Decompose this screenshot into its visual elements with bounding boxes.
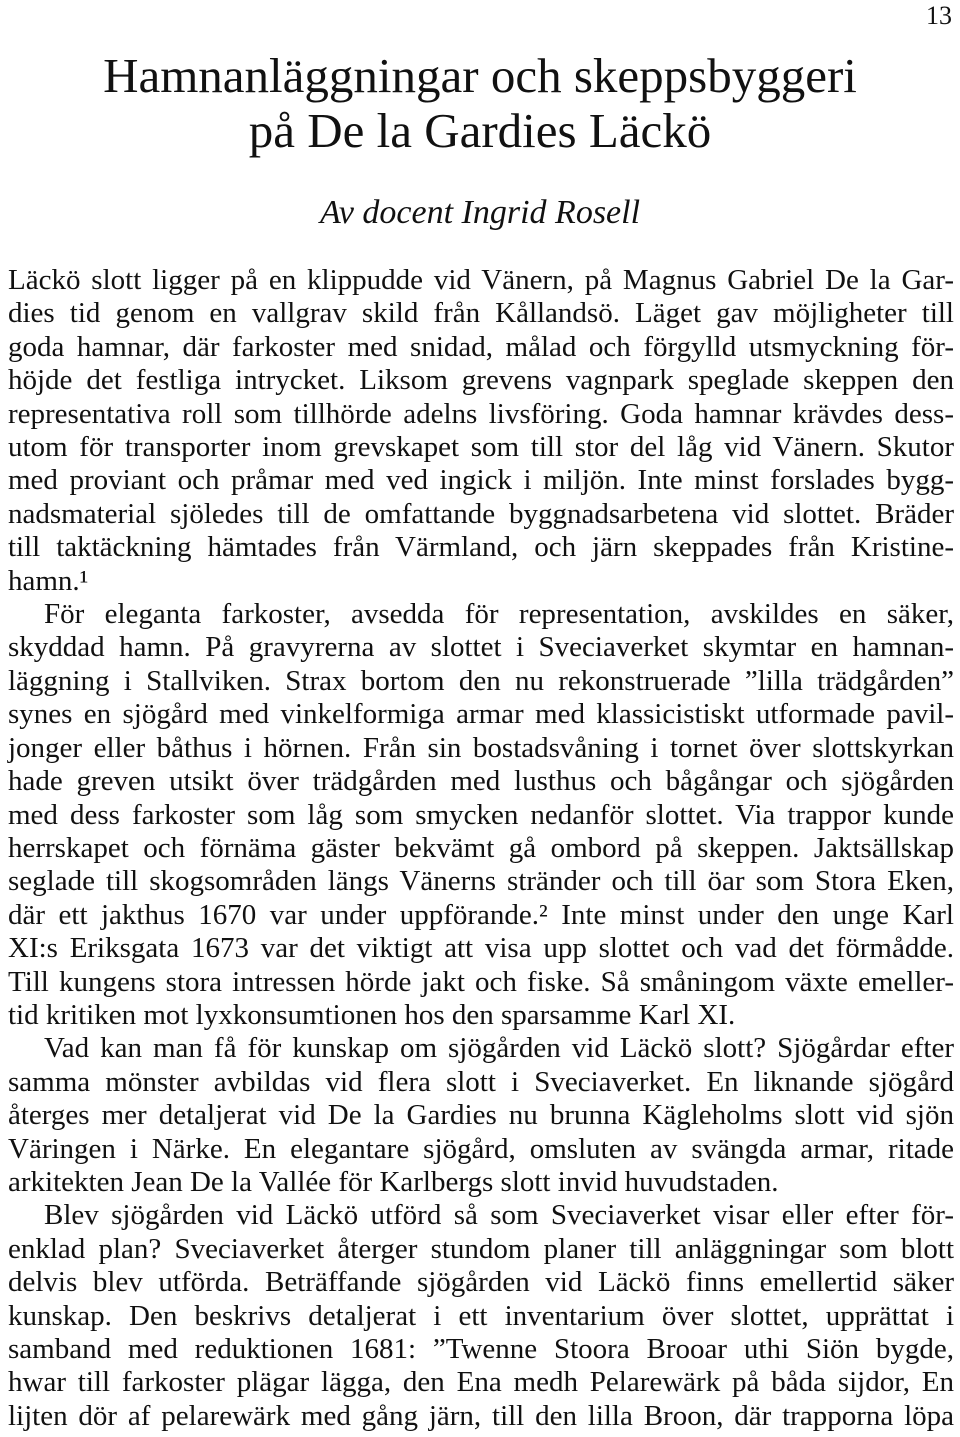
text-line: lijten dör af pelarewärk med gång järn, till den lilla Broon, där trapporna löpa <box>8 1399 954 1432</box>
text-line: med proviant och pråmar med ved ingick i miljön. Inte minst forslades bygg- <box>8 464 954 497</box>
text-line: Till kungens stora intressen hörde jakt och fiske. Så småningom växte emeller- <box>8 965 954 998</box>
text-line: XI:s Eriksgata 1673 var det viktigt att visa upp slottet och vad det förmådde. <box>8 932 954 965</box>
article-body <box>8 264 954 1433</box>
text-line: läggning i Stallviken. Strax bortom den nu rekonstruerade ”lilla trädgården” <box>8 664 954 697</box>
article-title-line: på De la Gardies Läckö <box>248 103 712 158</box>
text-line: enklad plan? Sveciaverket återger stundom planer till anläggningar som blott <box>8 1232 954 1265</box>
paragraph <box>8 598 954 1032</box>
text-line: arkitekten Jean De la Vallée för Karlbergs slott invid huvudstaden. <box>8 1165 779 1198</box>
text-line: höjde det festliga intrycket. Liksom grevens vagnpark speglade skeppen den <box>8 364 954 397</box>
text-line: återges mer detaljerat vid De la Gardies nu brunna Kägleholms slott vid sjön <box>8 1099 954 1132</box>
byline: Av docent Ingrid Rosell <box>319 194 641 231</box>
article-title <box>0 48 960 158</box>
text-line: synes en sjögård med vinkelformiga armar med klassicistiskt utformade pavil- <box>8 698 954 731</box>
text-line: utom för transporter inom grevskapet som till stor del låg vid Vänern. Skutor <box>8 431 954 464</box>
text-line: hamn.¹ <box>8 564 89 597</box>
page-number: 13 <box>926 1 952 30</box>
text-line: hwar till farkoster plägar lägga, den Ena medh Pelarewärk på båda sijdor, En <box>8 1366 954 1399</box>
text-line: skyddad hamn. På gravyrerna av slottet i Sveciaverket skymtar en hamnan- <box>8 631 954 664</box>
text-line: För eleganta farkoster, avsedda för representation, avskildes en säker, <box>44 598 954 631</box>
text-line: samma mönster avbildas vid flera slott i Sveciaverket. En liknande sjögård <box>8 1065 954 1098</box>
text-line: delvis blev utförda. Beträffande sjögården vid Läckö finns emellertid säker <box>8 1266 954 1299</box>
text-line: jonger eller båthus i hörnen. Från sin bostadsvåning i tornet över slottskyrkan <box>8 731 954 764</box>
paragraph <box>8 1032 954 1199</box>
text-line: nadsmaterial sjöledes till de omfattande byggnadsarbetena vid slottet. Bräder <box>8 497 954 530</box>
text-line: seglade till skogsområden längs Vänerns stränder och till öar som Stora Eken, <box>8 865 954 898</box>
text-line: där ett jakthus 1670 var under uppförande.² Inte minst under den unge Karl <box>8 898 954 931</box>
text-line: goda hamnar, där farkoster med snidad, målad och förgylld utsmyckning för- <box>8 330 954 363</box>
paragraph <box>8 1199 954 1433</box>
text-line: samband med reduktionen 1681: ”Twenne Stoora Brooar uthi Siön bygde, <box>8 1333 954 1365</box>
text-line: Läckö slott ligger på en klippudde vid Vänern, på Magnus Gabriel De la Gar- <box>8 264 954 296</box>
paragraph <box>8 264 954 598</box>
text-line: Väringen i Närke. En elegantare sjögård, omsluten av svängda armar, ritade <box>8 1132 954 1165</box>
text-line: kunskap. Den beskrivs detaljerat i ett inventarium över slottet, upprättat i <box>8 1299 954 1332</box>
text-line: hade greven utsikt över trädgården med lusthus och bågångar och sjögården <box>8 765 954 798</box>
text-line: med dess farkoster som låg som smycken nedanför slottet. Via trappor kunde <box>8 798 954 831</box>
text-line: till taktäckning hämtades från Värmland, och järn skeppades från Kristine- <box>8 531 954 564</box>
article-title-line: Hamnanläggningar och skeppsbyggeri <box>103 48 857 103</box>
text-line: representativa roll som tillhörde adelns livsföring. Goda hamnar krävdes dess- <box>8 397 954 430</box>
text-line: tid kritiken mot lyxkonsumtionen hos den sparsamme Karl XI. <box>8 998 736 1031</box>
text-line: dies tid genom en vallgrav skild från Kållandsö. Läget gav möjligheter till <box>8 297 954 330</box>
text-line: herrskapet och förnäma gäster bekvämt gå ombord på skeppen. Jaktsällskap <box>8 831 954 864</box>
text-line: Blev sjögården vid Läckö utförd så som Sveciaverket visar eller efter för- <box>44 1199 954 1232</box>
text-line: Vad kan man få för kunskap om sjögården vid Läckö slott? Sjögårdar efter <box>44 1032 954 1065</box>
